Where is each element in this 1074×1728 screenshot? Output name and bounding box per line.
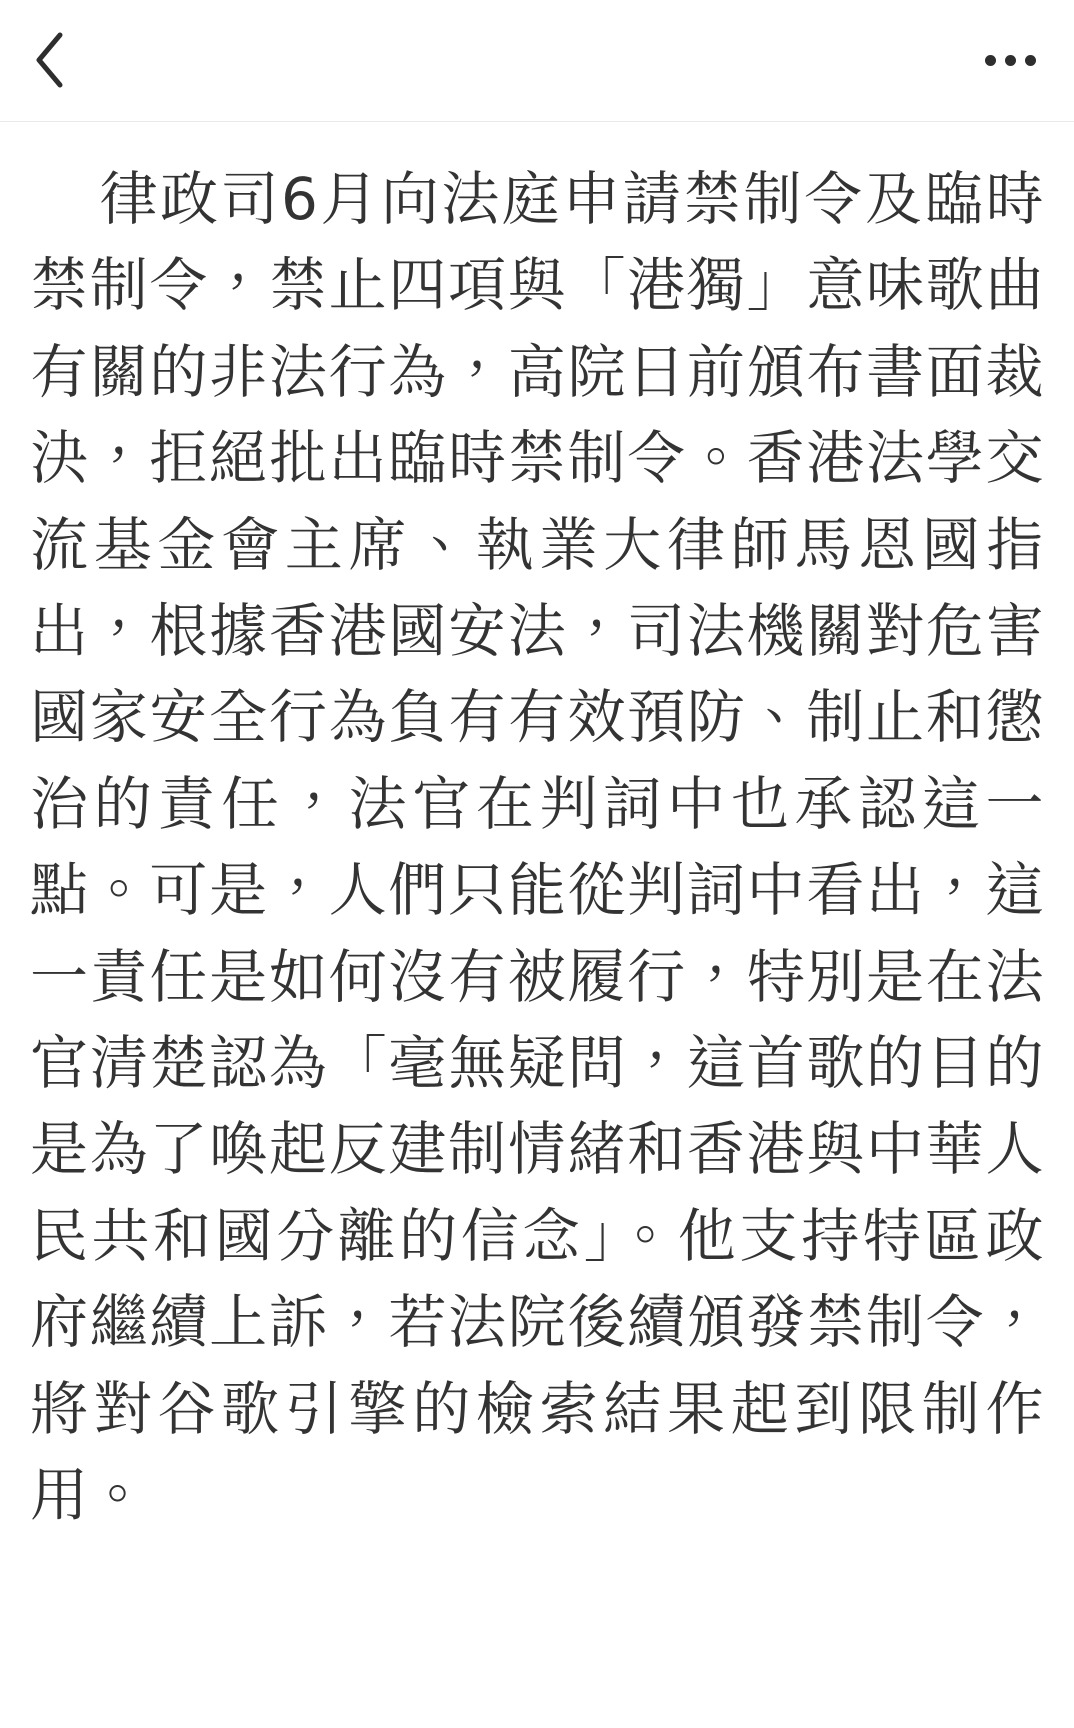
more-options-icon-dot-1 — [985, 55, 996, 66]
more-options-icon-dot-2 — [1005, 55, 1016, 66]
article-paragraph: 律政司6月向法庭申請禁制令及臨時禁制令，禁止四項與「港獨」意味歌曲有關的非法行為，高院日前頒布書面裁決，拒絕批出臨時禁制令。香港法學交流基金會主席、執業大律師馬恩國指出，根據香港國安法，司法機關對危害國家安全行為負有有效預防、制止和懲治的責任，法官在判詞中也承認這一點。可是，人們只能從判詞中看出，這一責任是如何沒有被履行，特別是在法官清楚認為「毫無疑問，這首歌的目的是為了喚起反建制情緒和香港與中華人民共和國分離的信念」。他支持特區政府繼續上訴，若法院後續頒發禁制令，將對谷歌引擎的檢索結果起到限制作用。 — [30, 165, 1044, 1530]
article-body — [0, 122, 1074, 1539]
back-button[interactable] — [18, 28, 82, 92]
more-options-button[interactable] — [972, 30, 1048, 90]
top-navigation-bar — [0, 0, 1074, 122]
more-options-icon-dot-3 — [1025, 55, 1036, 66]
chevron-left-icon — [33, 31, 67, 89]
